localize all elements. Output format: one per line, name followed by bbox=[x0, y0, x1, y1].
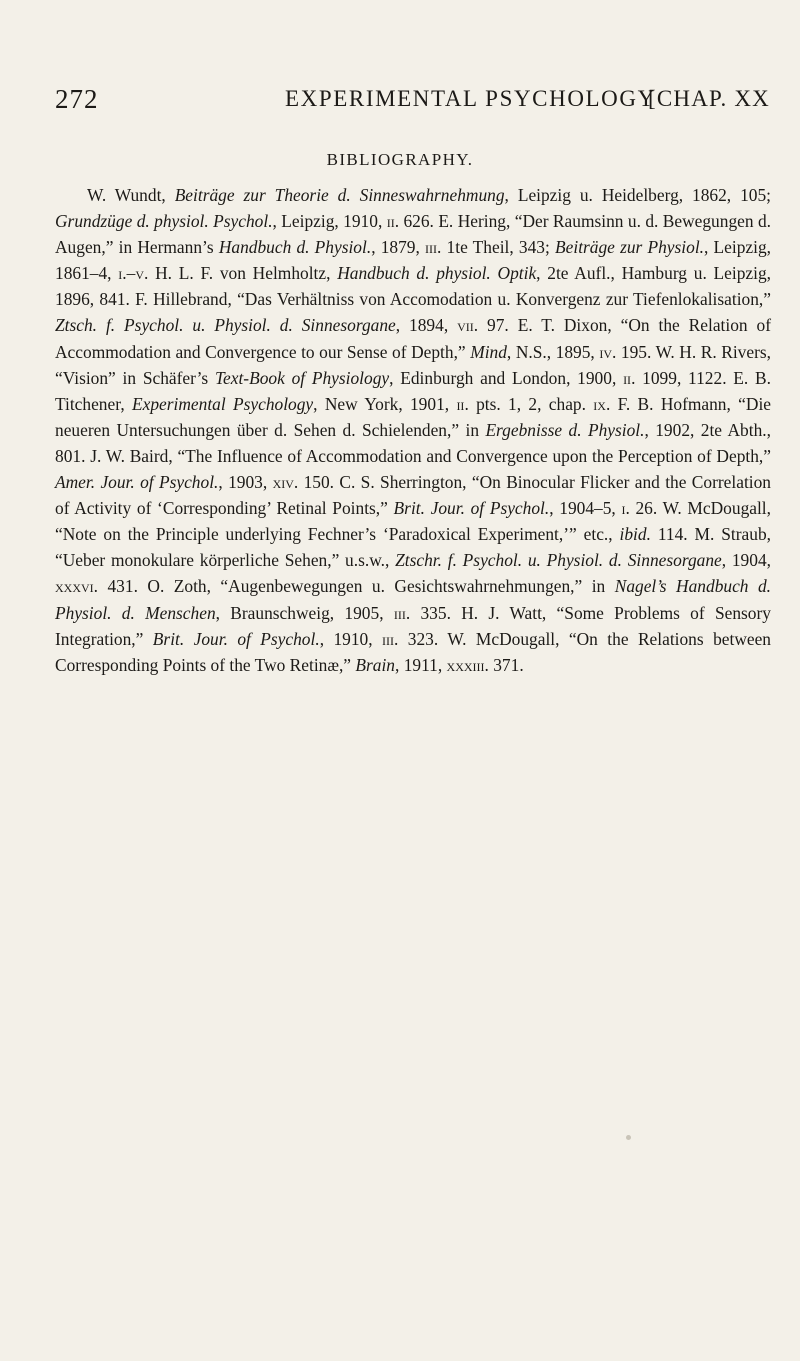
work-title: ibid. bbox=[619, 524, 651, 545]
citation-text: , 1902, 2te Abth., 801. J. W. Baird, “The Influence of Accommodation and Convergence upon the Perception of Depth,” bbox=[55, 419, 771, 466]
citation-text: .– bbox=[122, 263, 136, 284]
citation-text: . pts. 1, 2, chap. bbox=[464, 393, 594, 414]
citation-text: , New York, 1901, bbox=[313, 393, 457, 414]
section-title: BIBLIOGRAPHY. bbox=[326, 150, 474, 169]
volume-numeral: i bbox=[118, 263, 123, 284]
work-title: Handbuch d. Physiol. bbox=[218, 237, 372, 258]
work-title: Brit. Jour. of Psychol. bbox=[152, 628, 320, 649]
citation-text: , 1894, bbox=[395, 315, 458, 336]
work-title: Ztsch. f. Psychol. u. Physiol. d. Sinnesorgane bbox=[55, 315, 396, 336]
citation-text: . 1te Theil, 343; bbox=[437, 237, 556, 258]
volume-numeral: iii bbox=[393, 602, 406, 623]
work-title: Beiträge zur Physiol. bbox=[555, 237, 705, 258]
volume-numeral: iii bbox=[382, 628, 395, 649]
citation-text: . F. B. Hofmann, “Die neueren Untersuchungen über d. Sehen d. Schielenden,” in bbox=[55, 393, 771, 440]
citation-text: . H. L. F. von Helmholtz, bbox=[144, 263, 338, 284]
work-title: Beiträge zur Theorie d. Sinneswahrnehmung bbox=[174, 185, 505, 205]
citation-text: . 195. W. H. R. Rivers, “Vision” in Schäfer’s bbox=[55, 341, 771, 388]
citation-text: , 1879, bbox=[371, 237, 426, 258]
volume-numeral: i bbox=[621, 498, 626, 519]
volume-numeral: ii bbox=[623, 367, 632, 388]
citation-text: . 431. O. Zoth, “Augenbewegungen u. Gesichtswahrnehmungen,” in bbox=[93, 576, 615, 597]
volume-numeral: ii bbox=[456, 393, 465, 414]
volume-numeral: iv bbox=[599, 341, 612, 362]
citation-text: , Edinburgh and London, 1900, bbox=[389, 367, 624, 388]
citation-text: . 323. W. McDougall, “On the Relations between Corresponding Points of the Two Retinæ,” bbox=[55, 628, 772, 675]
citation-text: , 1910, bbox=[319, 628, 383, 649]
citation-text: 114. M. Straub, “Ueber monokulare körperliche Sehen,” u.s.w., bbox=[55, 524, 771, 571]
volume-numeral: xiv bbox=[272, 472, 294, 493]
volume-numeral: iii bbox=[425, 237, 438, 258]
volume-numeral: ix bbox=[593, 393, 606, 414]
citation-text: , Leipzig, 1861–4, bbox=[55, 237, 772, 284]
citation-text: , 1903, bbox=[218, 472, 273, 493]
bibliography-paragraph bbox=[55, 182, 771, 678]
citation-text: . 1099, 1122. E. B. Titchener, bbox=[55, 367, 771, 414]
work-title: Handbuch d. physiol. Optik bbox=[337, 263, 537, 284]
citation-text: . 626. E. Hering, “Der Raumsinn u. d. Bewegungen d. Augen,” in Hermann’s bbox=[55, 211, 772, 258]
citation-text: , 1904–5, bbox=[549, 498, 622, 519]
volume-numeral: vii bbox=[457, 315, 474, 336]
volume-numeral: xxxvi bbox=[55, 576, 94, 597]
citation-text: . 150. C. S. Sherrington, “On Binocular Flicker and the Correlation of Activity of ‘Corresponding’ Retinal Points,” bbox=[55, 472, 771, 519]
volume-numeral: xxxiii bbox=[446, 654, 485, 675]
running-title: EXPERIMENTAL PSYCHOLOGY bbox=[285, 86, 656, 111]
volume-numeral: v bbox=[135, 263, 144, 284]
citation-text: , Leipzig u. Heidelberg, 1862, 105; bbox=[504, 185, 771, 205]
work-title: Nagel’s Handbuch d. Physiol. d. Menschen bbox=[55, 576, 772, 623]
citation-text: , 1911, bbox=[395, 654, 447, 675]
citation-text: , Braunschweig, 1905, bbox=[215, 602, 394, 623]
page-number: 272 bbox=[55, 84, 99, 114]
citation-text: , 1904, bbox=[721, 550, 771, 571]
chapter-label: [CHAP. XX bbox=[648, 86, 770, 111]
work-title: Text-Book of Physiology bbox=[214, 367, 390, 388]
running-header bbox=[55, 84, 770, 124]
work-title: Experimental Psychology bbox=[131, 393, 314, 414]
work-title: Ztschr. f. Psychol. u. Physiol. d. Sinnesorgane bbox=[395, 550, 722, 571]
citation-text: W. Wundt, bbox=[87, 185, 175, 205]
work-title: Grundzüge d. physiol. Psychol. bbox=[55, 211, 273, 232]
work-title: Amer. Jour. of Psychol. bbox=[55, 472, 219, 493]
work-title: Brit. Jour. of Psychol. bbox=[393, 498, 550, 519]
work-title: Ergebnisse d. Physiol. bbox=[485, 419, 645, 440]
volume-numeral: ii bbox=[386, 211, 395, 232]
citation-text: , N.S., 1895, bbox=[506, 341, 600, 362]
citation-text: , 2te Aufl., Hamburg u. Leipzig, 1896, 841. F. Hillebrand, “Das Verhältniss von Accomodation u. Konvergenz zur Tiefenlokalisation,” bbox=[55, 263, 771, 310]
citation-text: . 97. E. T. Dixon, “On the Relation of Accommodation and Convergence to our Sense of Depth,” bbox=[55, 315, 772, 362]
work-title: Brain bbox=[355, 654, 395, 675]
work-title: Mind bbox=[470, 341, 507, 362]
citation-text: . 26. W. McDougall, “Note on the Principle underlying Fechner’s ‘Paradoxical Experiment,’” etc., bbox=[55, 498, 771, 545]
citation-text: , Leipzig, 1910, bbox=[272, 211, 387, 232]
citation-text: . 371. bbox=[484, 654, 524, 675]
citation-text: . 335. H. J. Watt, “Some Problems of Sensory Integration,” bbox=[55, 602, 771, 649]
paper-speck bbox=[626, 1135, 631, 1140]
